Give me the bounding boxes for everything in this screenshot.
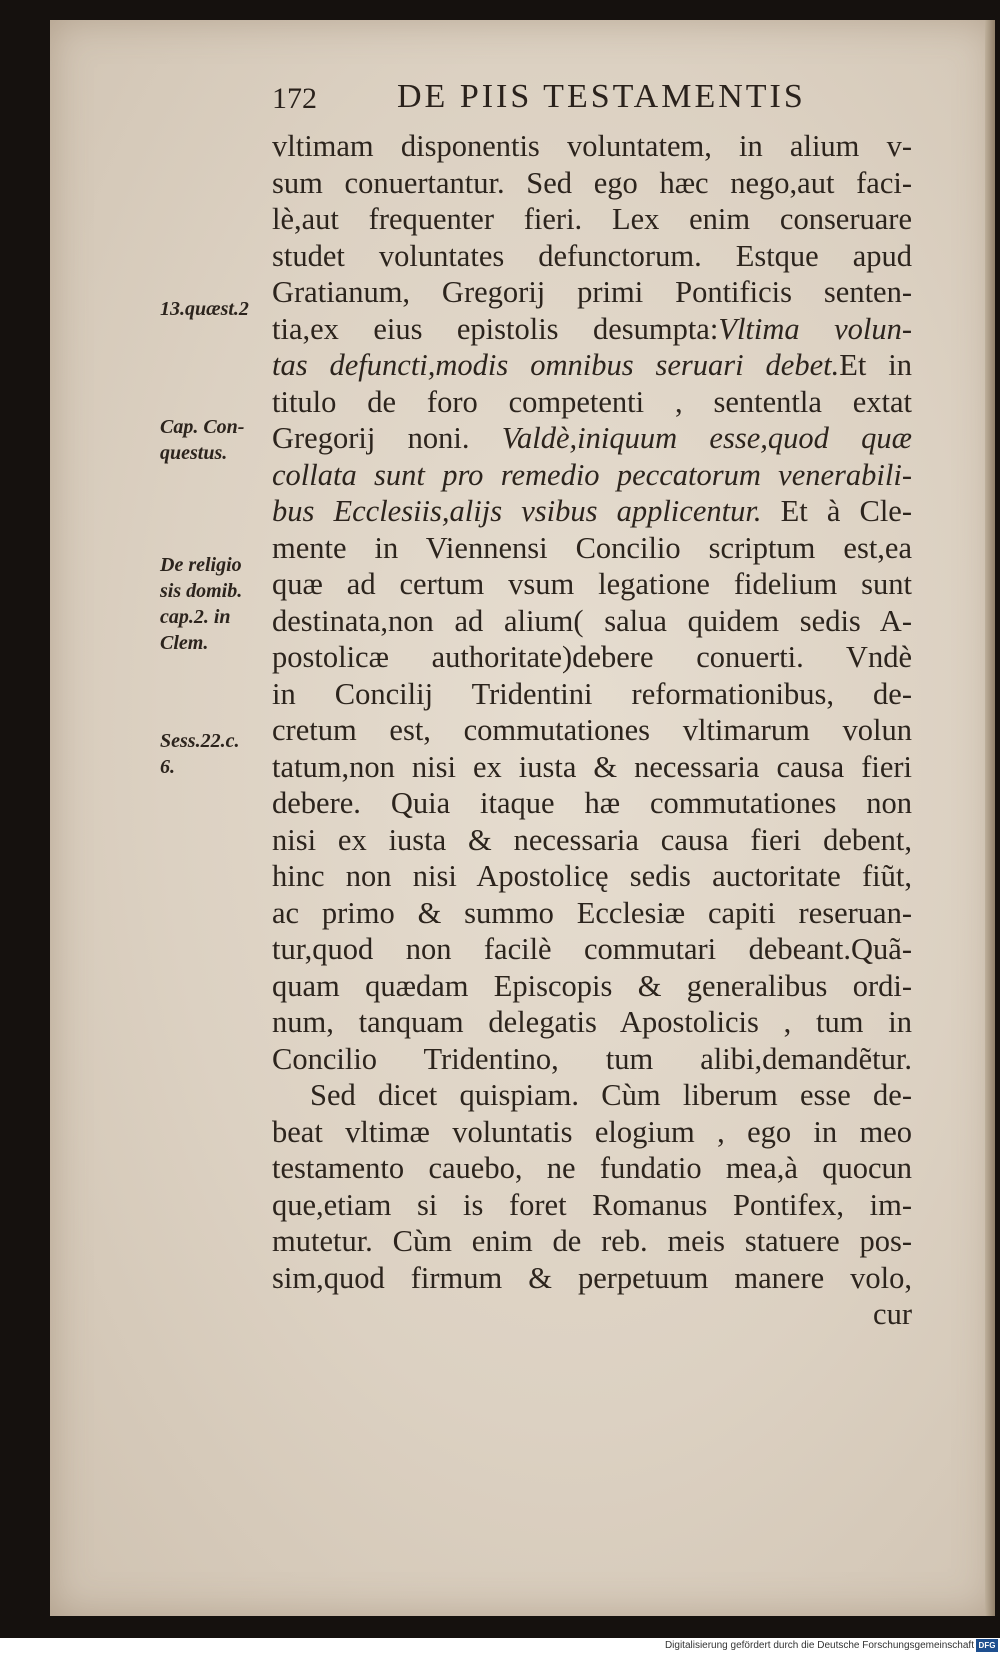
running-title: DE PIIS TESTAMENTIS — [397, 78, 806, 115]
text-line: ac primo & summo Ecclesiæ capiti reseruan- — [272, 895, 912, 930]
text-line: mente in Viennensi Concilio scriptum est,ea — [272, 530, 912, 565]
text-line: in Concilij Tridentini reformationibus, de- — [272, 676, 912, 711]
text-line: studet voluntates defunctorum. Estque apud — [272, 238, 912, 273]
text-line: quæ ad certum vsum legatione fidelium sunt — [272, 567, 912, 601]
text-line: quam quædam Episcopis & generalibus ordi- — [272, 968, 912, 1003]
margin-note-1: 13.quæst.2 — [160, 298, 249, 320]
text-line: Gratianum, Gregorij primi Pontificis senten- — [272, 275, 912, 309]
italic-quote: tas defuncti,modis omnibus seruari debet. — [272, 348, 840, 382]
text-line — [272, 457, 912, 494]
text-line: debere. Quia itaque hæ commutationes non — [272, 786, 912, 820]
page-header — [272, 78, 902, 124]
text-line: tas defuncti,modis omnibus seruari debet.Et in — [272, 348, 912, 382]
body-text — [272, 128, 912, 1333]
text-line: cretum est, commutationes vltimarum volun — [272, 713, 912, 747]
margin-note-2: Cap. Con- questus. — [160, 416, 245, 464]
text-line: Concilio Tridentino, tum alibi,demandẽtur. — [272, 1041, 912, 1076]
text-line: destinata,non ad alium( salua quidem sedis A- — [272, 603, 912, 638]
text-line: num, tanquam delegatis Apostolicis , tum in — [272, 1005, 912, 1039]
margin-note-4: Sess.22.c. 6. — [160, 730, 240, 778]
page-number: 172 — [272, 82, 317, 115]
text-line: Sed dicet quispiam. Cùm liberum esse de- — [310, 1078, 912, 1112]
text-line: titulo de foro competenti , sententla extat — [272, 384, 912, 419]
text-line: tatum,non nisi ex iusta & necessaria causa fieri — [272, 749, 912, 784]
italic-quote: bus Ecclesiis,alijs vsibus applicentur. — [272, 494, 762, 528]
italic-quote: collata sunt pro remedio peccatorum venerabili- — [272, 457, 912, 492]
catchword: cur — [873, 1297, 912, 1331]
dfg-credit-text: Digitalisierung gefördert durch die Deutsche Forschungsgemeinschaft — [664, 1640, 974, 1651]
text-line: mutetur. Cùm enim de reb. meis statuere pos- — [272, 1224, 912, 1258]
italic-quote: Valdè,iniquum esse,quod quæ — [501, 421, 912, 455]
text-line: sim,quod firmum & perpetuum manere volo, — [272, 1260, 912, 1295]
margin-note-3: De religio sis domib. cap.2. in Clem. — [160, 554, 243, 654]
dfg-logo-icon: DFG — [976, 1639, 998, 1652]
text-line: postolicæ authoritate)debere conuerti. Vndè — [272, 640, 912, 674]
text-line: Gregorij noni. Valdè,iniquum esse,quod quæ — [272, 421, 912, 455]
text-line: que,etiam si is foret Romanus Pontifex, im- — [272, 1187, 912, 1222]
text-line: beat vltimæ voluntatis elogium , ego in meo — [272, 1114, 912, 1149]
text-line: lè,aut frequenter fieri. Lex enim conseruare — [272, 202, 912, 236]
italic-quote: Vltima volun- — [718, 311, 912, 346]
text-line: sum conuertantur. Sed ego hæc nego,aut faci- — [272, 165, 912, 200]
text-line: nisi ex iusta & necessaria causa fieri debent, — [272, 822, 912, 857]
digitization-footer — [0, 1638, 1000, 1653]
text-line: testamento cauebo, ne fundatio mea,à quocun — [272, 1151, 912, 1185]
text-line: tia,ex eius epistolis desumpta:Vltima volun- — [272, 311, 912, 346]
text-line: hinc non nisi Apostolicę sedis auctoritate fiũt, — [272, 859, 912, 893]
text-line: vltimam disponentis voluntatem, in alium v- — [272, 129, 912, 163]
text-line: tur,quod non facilè commutari debeant.Quã- — [272, 932, 912, 966]
text-line: bus Ecclesiis,alijs vsibus applicentur. Et à Cle- — [272, 494, 912, 528]
